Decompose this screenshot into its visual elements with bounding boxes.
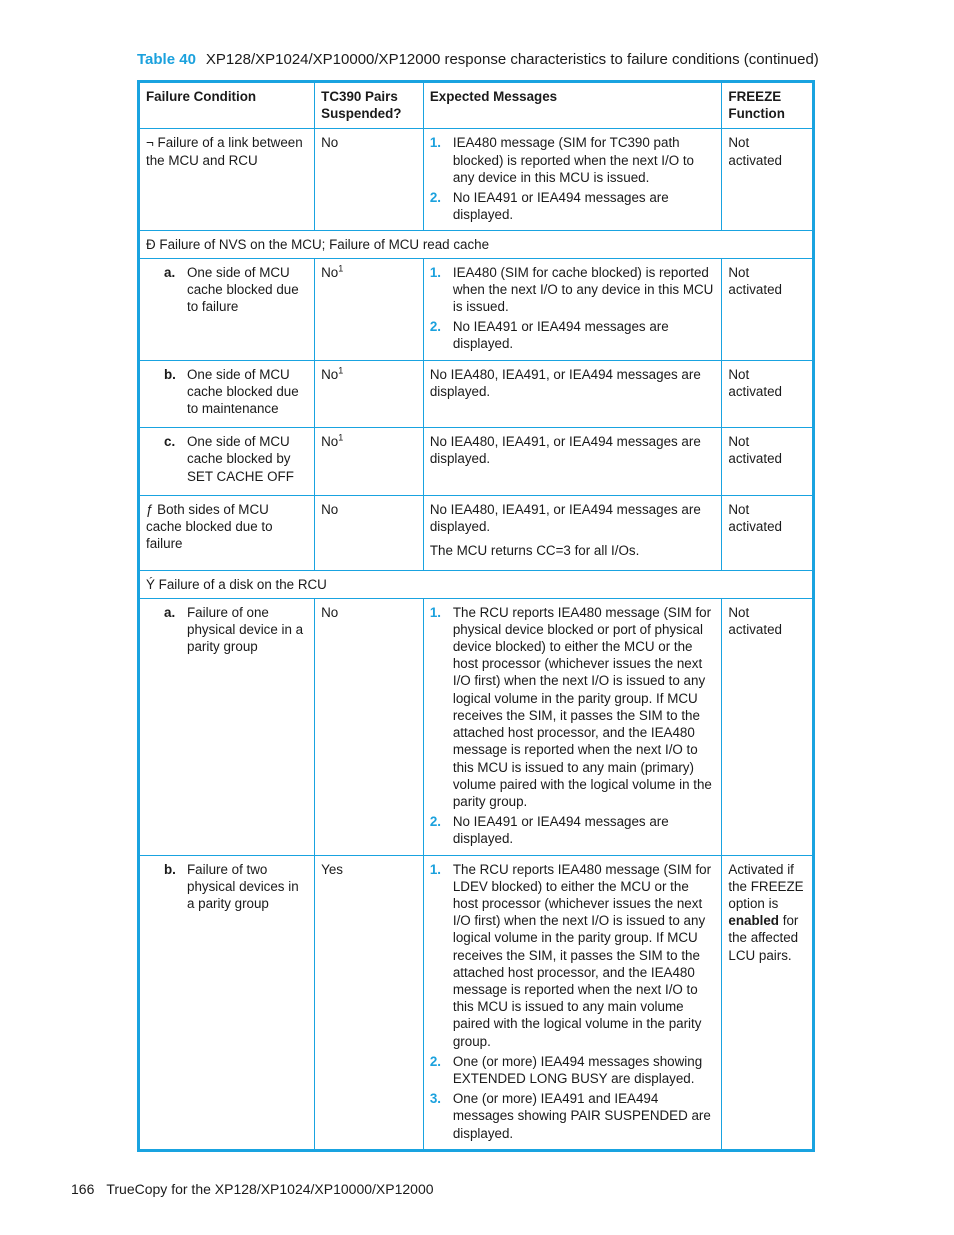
list-item: 2. No IEA491 or IEA494 messages are displayed. — [429, 814, 669, 847]
footnote-ref: 1 — [338, 432, 344, 443]
table-row — [139, 428, 814, 496]
condition-cell: a. Failure of one physical device in a parity group — [139, 598, 315, 855]
messages-cell: No IEA480, IEA491, or IEA494 messages are displayed. — [423, 428, 722, 496]
freeze-enabled-term: enabled — [728, 913, 779, 929]
header-freeze: FREEZE Function — [722, 82, 814, 129]
condition-cell: ¬ Failure of a link between the MCU and RCU — [139, 129, 315, 231]
messages-cell — [423, 855, 722, 1150]
message-text: No IEA480, IEA491, or IEA494 messages are displayed. — [429, 501, 701, 535]
section-disk: Ý Failure of a disk on the RCU — [139, 571, 814, 598]
page-number: 166 — [71, 1181, 95, 1197]
section-row — [139, 231, 814, 258]
footnote-ref: 1 — [338, 263, 344, 274]
freeze-cell: Not activated — [722, 428, 814, 496]
suspended-cell: No$^1$ — [315, 428, 424, 496]
messages-cell — [423, 598, 722, 855]
freeze-cell: Not activated — [722, 598, 814, 855]
header-row — [139, 82, 814, 129]
footer-title: TrueCopy for the XP128/XP1024/XP10000/XP12000 — [106, 1181, 434, 1197]
section-nvs: Ð Failure of NVS on the MCU; Failure of MCU read cache — [139, 231, 814, 258]
table-number: Table 40 — [137, 51, 196, 68]
list-item: 1. IEA480 (SIM for cache blocked) is reported when the next I/O to any device in this MCU is issued. — [429, 264, 714, 315]
list-item: 1. The RCU reports IEA480 message (SIM for physical device blocked or port of physical device blocked) to either the MCU or the host processor (whichever issues the next I/O first) when the next I/O is issued to any logical volume in the parity group. If MCU receives the SIM, it passes the SIM to the attached host processor, and the IEA480 message is reported when the next I/O to this MCU is issued to any main (primary) volume paired with the logical volume in the parity group. — [429, 604, 712, 809]
message-text: The MCU returns CC=3 for all I/Os. — [429, 543, 640, 559]
condition-cell: a. One side of MCU cache blocked due to failure — [139, 258, 315, 360]
table-row — [139, 129, 814, 231]
condition-cell: b. One side of MCU cache blocked due to maintenance — [139, 360, 315, 428]
footnote-ref: 1 — [338, 365, 344, 376]
section-row — [139, 571, 814, 598]
table-row — [139, 855, 814, 1150]
messages-cell — [423, 258, 722, 360]
condition-cell: b. Failure of two physical devices in a parity group — [139, 855, 315, 1150]
freeze-cell: Not activated — [722, 258, 814, 360]
table-row — [139, 495, 814, 571]
list-item: 2. One (or more) IEA494 messages showing EXTENDED LONG BUSY are displayed. — [429, 1053, 703, 1086]
header-tc390: TC390 Pairs Suspended? — [315, 82, 424, 129]
table-row — [139, 258, 814, 360]
header-failure-condition: Failure Condition — [139, 82, 315, 129]
list-item: 1. The RCU reports IEA480 message (SIM for LDEV blocked) to either the MCU or the host processor (whichever issues the next I/O first) when the next I/O is issued to any logical volume in the parity group. If MCU receives the SIM, it passes the SIM to the attached host processor, and the IEA480 message is reported when the next I/O to this MCU is issued to any main volume paired with the logical volume in the parity group. — [429, 861, 712, 1049]
table-caption — [137, 51, 857, 68]
freeze-cell: Not activated — [722, 129, 814, 231]
messages-cell — [423, 495, 722, 571]
failure-response-table — [137, 80, 815, 1152]
suspended-cell: No — [315, 495, 424, 571]
header-expected-messages: Expected Messages — [423, 82, 722, 129]
condition-cell: c. One side of MCU cache blocked by SET CACHE OFF — [139, 428, 315, 496]
table-row — [139, 598, 814, 855]
condition-cell: ƒ Both sides of MCU cache blocked due to failure — [139, 495, 315, 571]
messages-cell — [423, 129, 722, 231]
table-title: XP128/XP1024/XP10000/XP12000 response characteristics to failure conditions (continued) — [205, 51, 819, 68]
suspended-cell: No$^1$ — [315, 360, 424, 428]
list-item: 2. No IEA491 or IEA494 messages are displayed. — [429, 319, 669, 352]
list-item: 3. One (or more) IEA491 and IEA494 messages showing PAIR SUSPENDED are displayed. — [429, 1091, 711, 1141]
suspended-cell: No — [315, 129, 424, 231]
suspended-cell: Yes — [315, 855, 424, 1150]
messages-cell: No IEA480, IEA491, or IEA494 messages are displayed. — [423, 360, 722, 428]
list-item: 2. No IEA491 or IEA494 messages are displayed. — [429, 190, 669, 223]
freeze-cell: Activated if the FREEZE option is enabled for the affected LCU pairs. — [722, 855, 814, 1150]
suspended-cell: No — [315, 598, 424, 855]
page-footer — [71, 1181, 434, 1197]
freeze-cell: Not activated — [722, 360, 814, 428]
suspended-cell: No$^1$ — [315, 258, 424, 360]
table-row — [139, 360, 814, 428]
list-item: 1. IEA480 message (SIM for TC390 path blocked) is reported when the next I/O to any device in this MCU is issued. — [429, 135, 695, 185]
freeze-cell: Not activated — [722, 495, 814, 571]
